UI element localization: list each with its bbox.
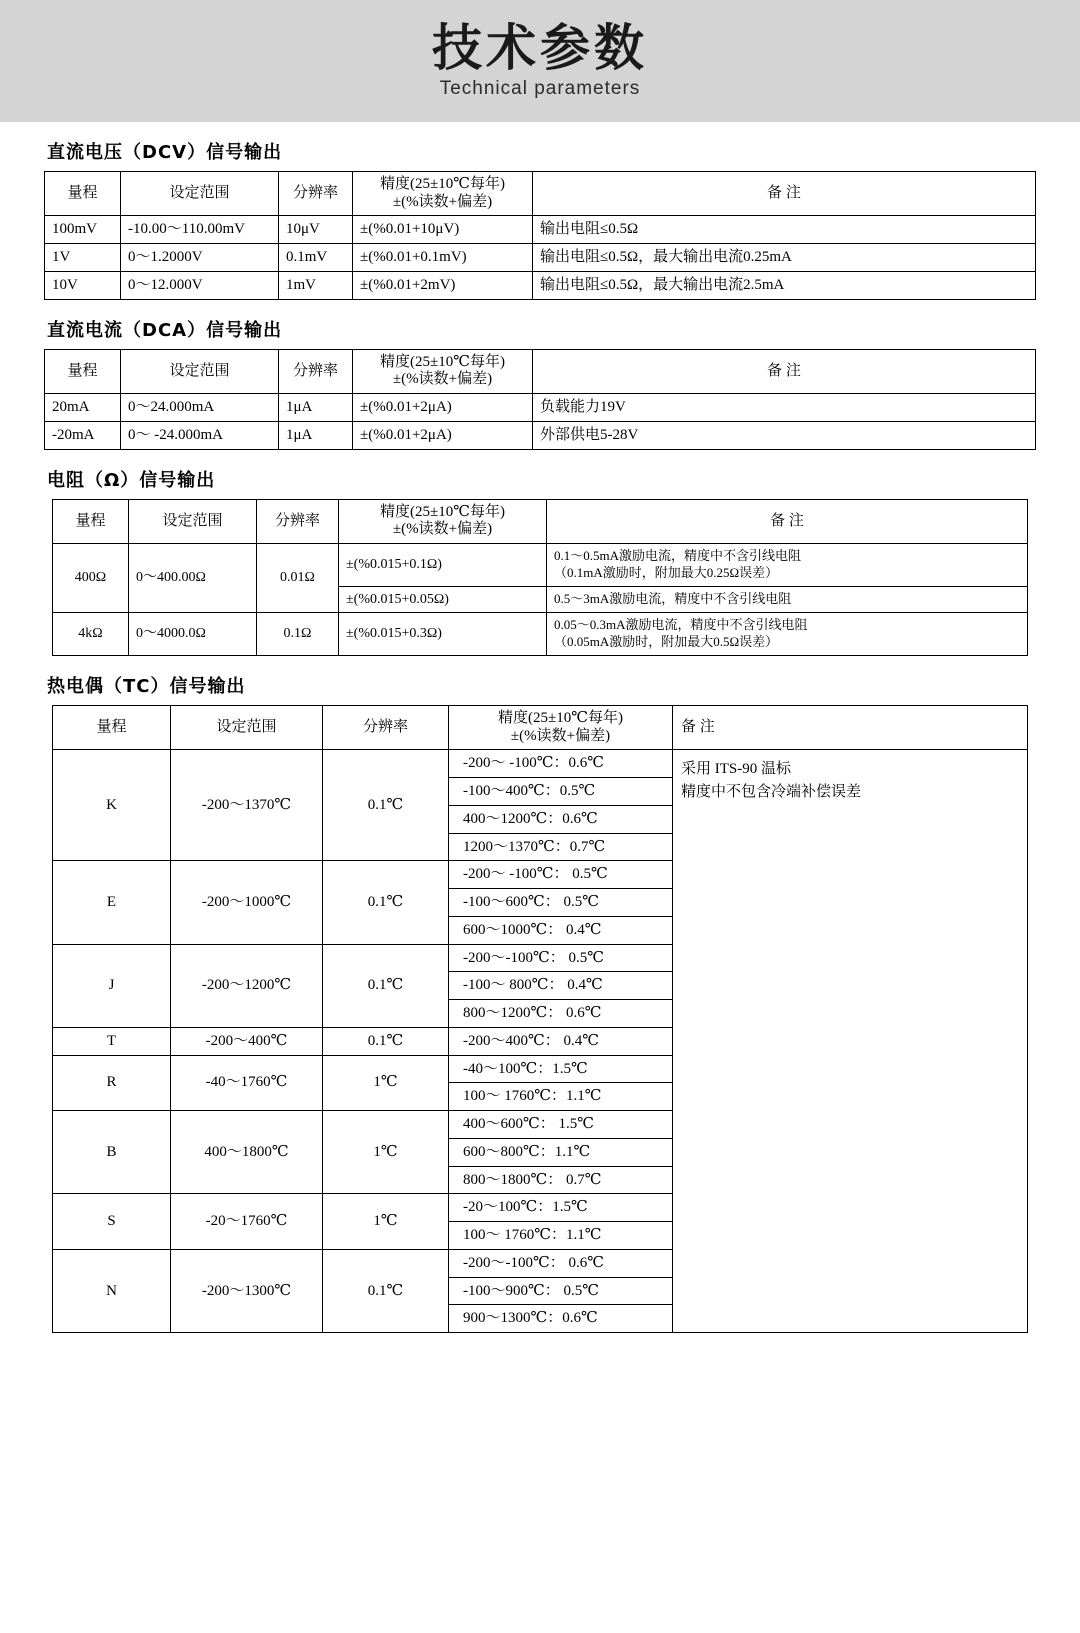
remark-line1: 0.05～0.3mA激励电流，精度中不含引线电阻 bbox=[554, 617, 808, 633]
section-dcv bbox=[44, 138, 1036, 300]
cell-resolution: 1mV bbox=[279, 271, 353, 299]
remark-line1: 采用 ITS-90 温标 bbox=[681, 761, 791, 778]
section-title-dca: 直流电流（DCA）信号输出 bbox=[47, 319, 283, 341]
accuracy-header-line1: 精度(25±10℃每年) bbox=[497, 709, 623, 726]
cell-resolution: 0.1℃ bbox=[323, 944, 449, 1027]
section-title-resistance: 电阻（Ω）信号输出 bbox=[47, 469, 216, 491]
col-header-setting: 设定范围 bbox=[121, 349, 279, 393]
cell-range: N bbox=[53, 1249, 171, 1332]
accuracy-header-line2: ±(%读数+偏差) bbox=[392, 193, 493, 210]
cell-accuracy: -200～ -100℃：0.6℃ bbox=[449, 750, 673, 778]
col-header-remark: 备 注 bbox=[547, 499, 1028, 543]
cell-remark bbox=[547, 613, 1028, 656]
cell-range: B bbox=[53, 1111, 171, 1194]
cell-accuracy: ±(%0.01+2μA) bbox=[353, 394, 533, 422]
cell-remark: 输出电阻≤0.5Ω，最大输出电流2.5mA bbox=[533, 271, 1036, 299]
col-header-range: 量程 bbox=[45, 172, 121, 216]
cell-setting: 0～12.000V bbox=[121, 271, 279, 299]
section-dca bbox=[44, 316, 1036, 450]
remark-line1: 0.1～0.5mA激励电流，精度中不含引线电阻 bbox=[554, 547, 802, 563]
cell-setting: 400～1800℃ bbox=[171, 1111, 323, 1194]
cell-resolution: 1μA bbox=[279, 421, 353, 449]
cell-accuracy: ±(%0.01+2mV) bbox=[353, 271, 533, 299]
table-thermocouple bbox=[52, 705, 1028, 1333]
col-header-resolution: 分辨率 bbox=[279, 349, 353, 393]
table-header-row bbox=[53, 705, 1028, 749]
cell-setting: -200～1370℃ bbox=[171, 750, 323, 861]
cell-setting: 0～1.2000V bbox=[121, 244, 279, 272]
table-header-row bbox=[53, 499, 1028, 543]
remark-line2: 精度中不包含冷端补偿误差 bbox=[681, 783, 862, 800]
cell-remark: 输出电阻≤0.5Ω bbox=[533, 216, 1036, 244]
page-title: 技术参数 bbox=[432, 18, 648, 77]
cell-accuracy: ±(%0.015+0.1Ω) bbox=[339, 543, 547, 586]
accuracy-header-line2: ±(%读数+偏差) bbox=[392, 371, 493, 388]
cell-resolution: 1℃ bbox=[323, 1111, 449, 1194]
cell-range: E bbox=[53, 861, 171, 944]
cell-range: R bbox=[53, 1055, 171, 1111]
cell-accuracy: ±(%0.015+0.3Ω) bbox=[339, 613, 547, 656]
table-thermocouple-wrap bbox=[44, 705, 1036, 1333]
cell-resolution: 0.1℃ bbox=[323, 1027, 449, 1055]
cell-remark: 外部供电5-28V bbox=[533, 421, 1036, 449]
col-header-remark: 备 注 bbox=[533, 172, 1036, 216]
cell-setting: 0～4000.0Ω bbox=[129, 613, 257, 656]
accuracy-header-line1: 精度(25±10℃每年) bbox=[379, 503, 505, 520]
cell-accuracy: -100～400℃：0.5℃ bbox=[449, 778, 673, 806]
cell-remark: 负载能力19V bbox=[533, 394, 1036, 422]
col-header-accuracy bbox=[339, 499, 547, 543]
cell-accuracy: ±(%0.01+10μV) bbox=[353, 216, 533, 244]
col-header-remark: 备 注 bbox=[533, 349, 1036, 393]
cell-accuracy: -100～ 800℃： 0.4℃ bbox=[449, 972, 673, 1000]
cell-range: 100mV bbox=[45, 216, 121, 244]
page-banner bbox=[0, 0, 1080, 122]
col-header-setting: 设定范围 bbox=[121, 172, 279, 216]
cell-resolution: 0.01Ω bbox=[257, 543, 339, 612]
cell-accuracy: -20～100℃：1.5℃ bbox=[449, 1194, 673, 1222]
cell-accuracy: 1200～1370℃：0.7℃ bbox=[449, 833, 673, 861]
cell-range: 4kΩ bbox=[53, 613, 129, 656]
cell-accuracy: -200～-100℃： 0.5℃ bbox=[449, 944, 673, 972]
table-row bbox=[45, 271, 1036, 299]
section-resistance bbox=[44, 466, 1036, 656]
cell-resolution: 0.1℃ bbox=[323, 861, 449, 944]
cell-setting: -200～400℃ bbox=[171, 1027, 323, 1055]
cell-accuracy: 800～1200℃： 0.6℃ bbox=[449, 1000, 673, 1028]
col-header-range: 量程 bbox=[53, 705, 171, 749]
cell-accuracy: 100～ 1760℃：1.1℃ bbox=[449, 1222, 673, 1250]
cell-accuracy: 400～600℃： 1.5℃ bbox=[449, 1111, 673, 1139]
cell-range: 20mA bbox=[45, 394, 121, 422]
section-thermocouple bbox=[44, 672, 1036, 1333]
cell-range: 400Ω bbox=[53, 543, 129, 612]
cell-setting: -200～1200℃ bbox=[171, 944, 323, 1027]
cell-accuracy: 600～1000℃： 0.4℃ bbox=[449, 916, 673, 944]
page-subtitle: Technical parameters bbox=[439, 78, 641, 100]
cell-range: K bbox=[53, 750, 171, 861]
cell-setting: 0～ -24.000mA bbox=[121, 421, 279, 449]
cell-resolution: 0.1℃ bbox=[323, 1249, 449, 1332]
cell-accuracy: ±(%0.015+0.05Ω) bbox=[339, 586, 547, 613]
cell-range: J bbox=[53, 944, 171, 1027]
table-row bbox=[53, 543, 1028, 586]
cell-accuracy: ±(%0.01+0.1mV) bbox=[353, 244, 533, 272]
table-row bbox=[45, 216, 1036, 244]
cell-accuracy: 100～ 1760℃：1.1℃ bbox=[449, 1083, 673, 1111]
cell-setting: -200～1000℃ bbox=[171, 861, 323, 944]
cell-accuracy: -200～400℃： 0.4℃ bbox=[449, 1027, 673, 1055]
accuracy-header-line2: ±(%读数+偏差) bbox=[392, 521, 493, 538]
cell-accuracy: 900～1300℃：0.6℃ bbox=[449, 1305, 673, 1333]
table-dcv bbox=[44, 171, 1036, 300]
cell-setting: -40～1760℃ bbox=[171, 1055, 323, 1111]
table-row bbox=[53, 613, 1028, 656]
cell-range: 10V bbox=[45, 271, 121, 299]
cell-setting: 0～400.00Ω bbox=[129, 543, 257, 612]
table-row bbox=[45, 394, 1036, 422]
col-header-resolution: 分辨率 bbox=[323, 705, 449, 749]
col-header-resolution: 分辨率 bbox=[279, 172, 353, 216]
cell-accuracy: -200～ -100℃： 0.5℃ bbox=[449, 861, 673, 889]
table-row bbox=[45, 421, 1036, 449]
cell-accuracy: -100～900℃： 0.5℃ bbox=[449, 1277, 673, 1305]
table-dca bbox=[44, 349, 1036, 450]
cell-resolution: 1℃ bbox=[323, 1194, 449, 1250]
table-resistance bbox=[52, 499, 1028, 656]
cell-resolution: 10μV bbox=[279, 216, 353, 244]
col-header-range: 量程 bbox=[45, 349, 121, 393]
cell-resolution: 0.1mV bbox=[279, 244, 353, 272]
cell-accuracy: 400～1200℃：0.6℃ bbox=[449, 805, 673, 833]
table-header-row bbox=[45, 172, 1036, 216]
cell-resolution: 0.1℃ bbox=[323, 750, 449, 861]
cell-range: -20mA bbox=[45, 421, 121, 449]
table-resistance-wrap bbox=[44, 499, 1036, 656]
col-header-accuracy bbox=[353, 172, 533, 216]
table-row bbox=[53, 750, 1028, 778]
cell-accuracy: -200～-100℃： 0.6℃ bbox=[449, 1249, 673, 1277]
table-row bbox=[45, 244, 1036, 272]
col-header-range: 量程 bbox=[53, 499, 129, 543]
cell-range: 1V bbox=[45, 244, 121, 272]
cell-resolution: 1℃ bbox=[323, 1055, 449, 1111]
cell-resolution: 0.1Ω bbox=[257, 613, 339, 656]
cell-accuracy: 800～1800℃： 0.7℃ bbox=[449, 1166, 673, 1194]
col-header-remark: 备 注 bbox=[673, 705, 1028, 749]
remark-line2: （0.05mA激励时，附加最大0.5Ω误差） bbox=[554, 634, 779, 650]
section-title-dcv: 直流电压（DCV）信号输出 bbox=[47, 142, 283, 163]
cell-remark bbox=[673, 750, 1028, 1333]
cell-setting: -200～1300℃ bbox=[171, 1249, 323, 1332]
cell-setting: -20～1760℃ bbox=[171, 1194, 323, 1250]
col-header-accuracy bbox=[449, 705, 673, 749]
content-area bbox=[0, 138, 1080, 1363]
section-title-thermocouple: 热电偶（TC）信号输出 bbox=[47, 675, 246, 697]
col-header-accuracy bbox=[353, 349, 533, 393]
cell-range: S bbox=[53, 1194, 171, 1250]
col-header-resolution: 分辨率 bbox=[257, 499, 339, 543]
cell-accuracy: ±(%0.01+2μA) bbox=[353, 421, 533, 449]
col-header-setting: 设定范围 bbox=[171, 705, 323, 749]
accuracy-header-line1: 精度(25±10℃每年) bbox=[379, 176, 505, 192]
col-header-setting: 设定范围 bbox=[129, 499, 257, 543]
cell-accuracy: -40～100℃：1.5℃ bbox=[449, 1055, 673, 1083]
cell-remark: 0.5～3mA激励电流，精度中不含引线电阻 bbox=[547, 586, 1028, 613]
accuracy-header-line2: ±(%读数+偏差) bbox=[510, 727, 611, 744]
cell-range: T bbox=[53, 1027, 171, 1055]
table-header-row bbox=[45, 349, 1036, 393]
cell-accuracy: -100～600℃： 0.5℃ bbox=[449, 889, 673, 917]
accuracy-header-line1: 精度(25±10℃每年) bbox=[379, 353, 505, 370]
remark-line2: （0.1mA激励时，附加最大0.25Ω误差） bbox=[554, 564, 779, 580]
cell-resolution: 1μA bbox=[279, 394, 353, 422]
cell-remark bbox=[547, 543, 1028, 586]
cell-accuracy: 600～800℃：1.1℃ bbox=[449, 1138, 673, 1166]
cell-setting: -10.00～110.00mV bbox=[121, 216, 279, 244]
cell-setting: 0～24.000mA bbox=[121, 394, 279, 422]
cell-remark: 输出电阻≤0.5Ω，最大输出电流0.25mA bbox=[533, 244, 1036, 272]
